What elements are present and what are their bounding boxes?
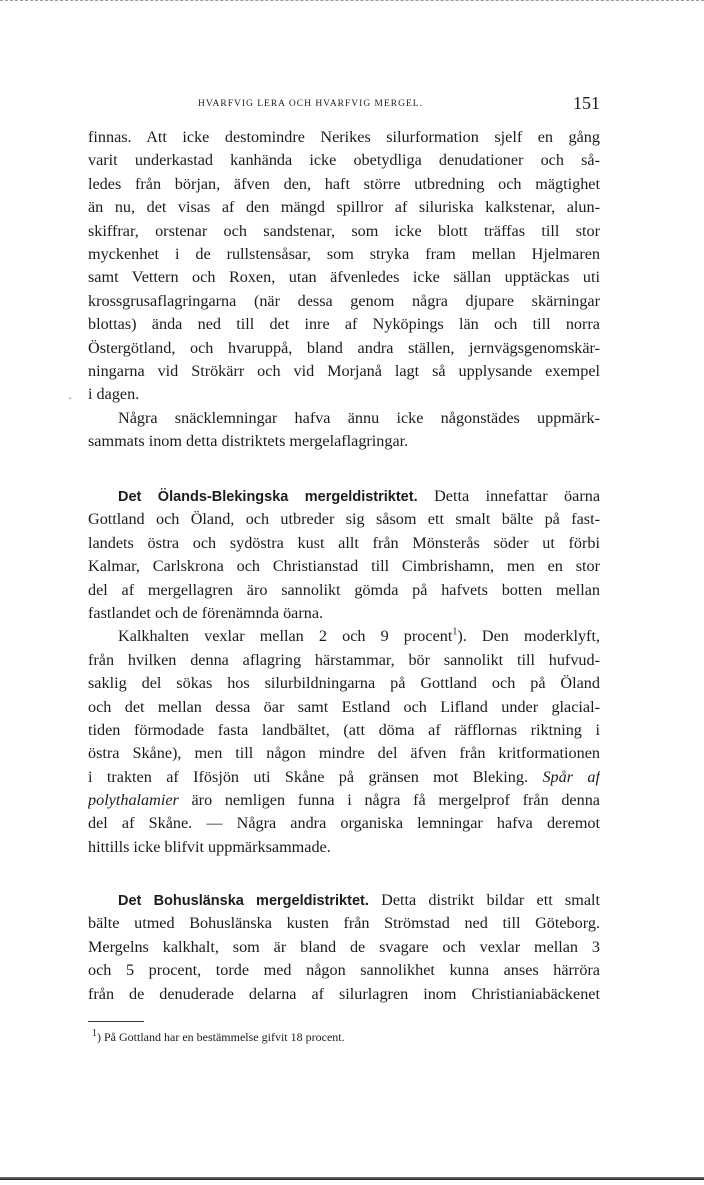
text-line: Kalmar, Carlskrona och Christianstad till Cimbrishamn, men en stor	[88, 557, 600, 576]
heading-line-rest: Detta innefattar öarna	[434, 487, 600, 505]
text-line: Gottland och Öland, och utbreder sig såsom ett smalt bälte på fast-	[88, 510, 600, 529]
footnote-text: På Gottland har en bestämmelse gifvit 18 procent.	[104, 1030, 345, 1044]
text-line: krossgrusaflagringarna (när dessa genom några djupare skärningar	[88, 291, 600, 310]
text-line: sammats inom detta distriktets mergelaflagringar.	[88, 432, 409, 451]
text-line: östra Skåne), men till någon mindre del äfven från kritformationen	[88, 744, 600, 763]
text-line: och 5 procent, torde med någon sannolikhet kunna anses härröra	[88, 961, 600, 980]
heading-line-rest: Detta distrikt bildar ett smalt	[381, 891, 600, 909]
text-line: och det mellan dessa öar samt Estland och Lifland under glacial-	[88, 697, 600, 716]
text-line: från hvilken denna aflagring härstammar, bör sannolikt till hufvud-	[88, 650, 600, 669]
text-line: ningarna vid Strökärr och vid Morjanå lagt så upplysande exempel	[88, 361, 600, 380]
intro-paragraph	[88, 126, 600, 453]
page-number: 151	[573, 93, 600, 113]
text-line: myckenhet i de rullstensåsar, som stryka fram mellan Hjelmaren	[88, 244, 600, 263]
footnote-paren: )	[97, 1030, 101, 1044]
running-title: HVARFVIG LERA OCH HVARFVIG MERGEL.	[198, 99, 423, 109]
footnote-ref: 1	[452, 626, 458, 638]
text-line: del af mergellagren äro sannolikt gömda på hafvets botten mellan	[88, 580, 600, 599]
text-line: Mergelns kalkhalt, som är bland de svagare och vexlar mellan 3	[88, 937, 600, 956]
text-fragment: i trakten af Ifösjön uti Skåne på gränsen mot Bleking.	[88, 767, 529, 786]
text-line: varit underkastad kanhända icke obetydliga denudationer och så-	[88, 151, 600, 170]
text-line: tiden förmodade fasta landbältet, (att döma af räfflornas riktning i	[88, 720, 600, 739]
text-line: finnas. Att icke destomindre Nerikes silurformation sjelf en gång	[88, 128, 600, 146]
text-line: del af Skåne. — Några andra organiska lemningar hafva deremot	[88, 814, 600, 833]
section-heading-bohus: Det Bohuslänska mergeldistriktet.	[118, 893, 369, 909]
section-heading-oland: Det Ölands-Blekingska mergeldistriktet.	[118, 489, 418, 505]
text-fragment: ). Den moderklyft,	[457, 627, 600, 646]
text-fragment: äro nemligen funna i några få mergelprof från denna	[191, 791, 600, 810]
text-line: hittills icke blifvit uppmärksammade.	[88, 837, 331, 856]
text-line	[88, 789, 600, 812]
text-line: fastlandet och de förenämnda öarna.	[88, 603, 324, 622]
footnote-marker: 1	[92, 1028, 97, 1039]
text-line: samt Vettern och Roxen, utan äfvenledes icke sällan upptäckas uti	[88, 268, 600, 287]
running-head	[88, 95, 600, 117]
text-line	[88, 625, 600, 648]
text-line: blottas) ända ned till det inre af Nyköpings län och till norra	[88, 315, 600, 334]
text-line: saklig del sökas hos silurbildningarna på Gottland och på Öland	[88, 674, 600, 693]
text-fragment: Kalkhalten vexlar mellan 2 och 9 procent	[118, 627, 453, 646]
italic-term: polythalamier	[88, 791, 179, 810]
page-bottom-edge	[0, 1177, 704, 1180]
section-first-line	[88, 485, 600, 508]
text-line: landets östra och sydöstra kust allt från Mönsterås söder ut förbi	[88, 533, 600, 552]
text-line: bälte utmed Bohuslänska kusten från Strömstad ned till Göteborg.	[88, 914, 600, 933]
text-line: Några snäcklemningar hafva ännu icke någonstädes uppmärk-	[118, 408, 600, 427]
bohus-section	[88, 889, 600, 1006]
text-line	[88, 766, 600, 789]
text-line: i dagen.	[88, 385, 140, 404]
text-line: ledes från början, äfven den, haft större utbredning och mägtighet	[88, 174, 600, 193]
text-line: skiffrar, orstenar och sandstenar, som icke blott träffas till stor	[88, 221, 600, 240]
page-top-edge	[0, 0, 704, 2]
text-line: Östergötland, och hvaruppå, bland andra ställen, jernvägsgenomskär-	[88, 338, 600, 357]
text-line: än nu, det visas af den mängd spillror af siluriska kalkstenar, alun-	[88, 198, 600, 217]
footnote-divider	[88, 1021, 144, 1022]
section-first-line	[88, 889, 600, 912]
oland-section	[88, 485, 600, 859]
footnote	[92, 1030, 345, 1045]
margin-mark: ·	[68, 391, 72, 405]
italic-term: Spår af	[542, 767, 600, 786]
text-line: från de denuderade delarna af silurlagren inom Christianiabäckenet	[88, 984, 600, 1003]
